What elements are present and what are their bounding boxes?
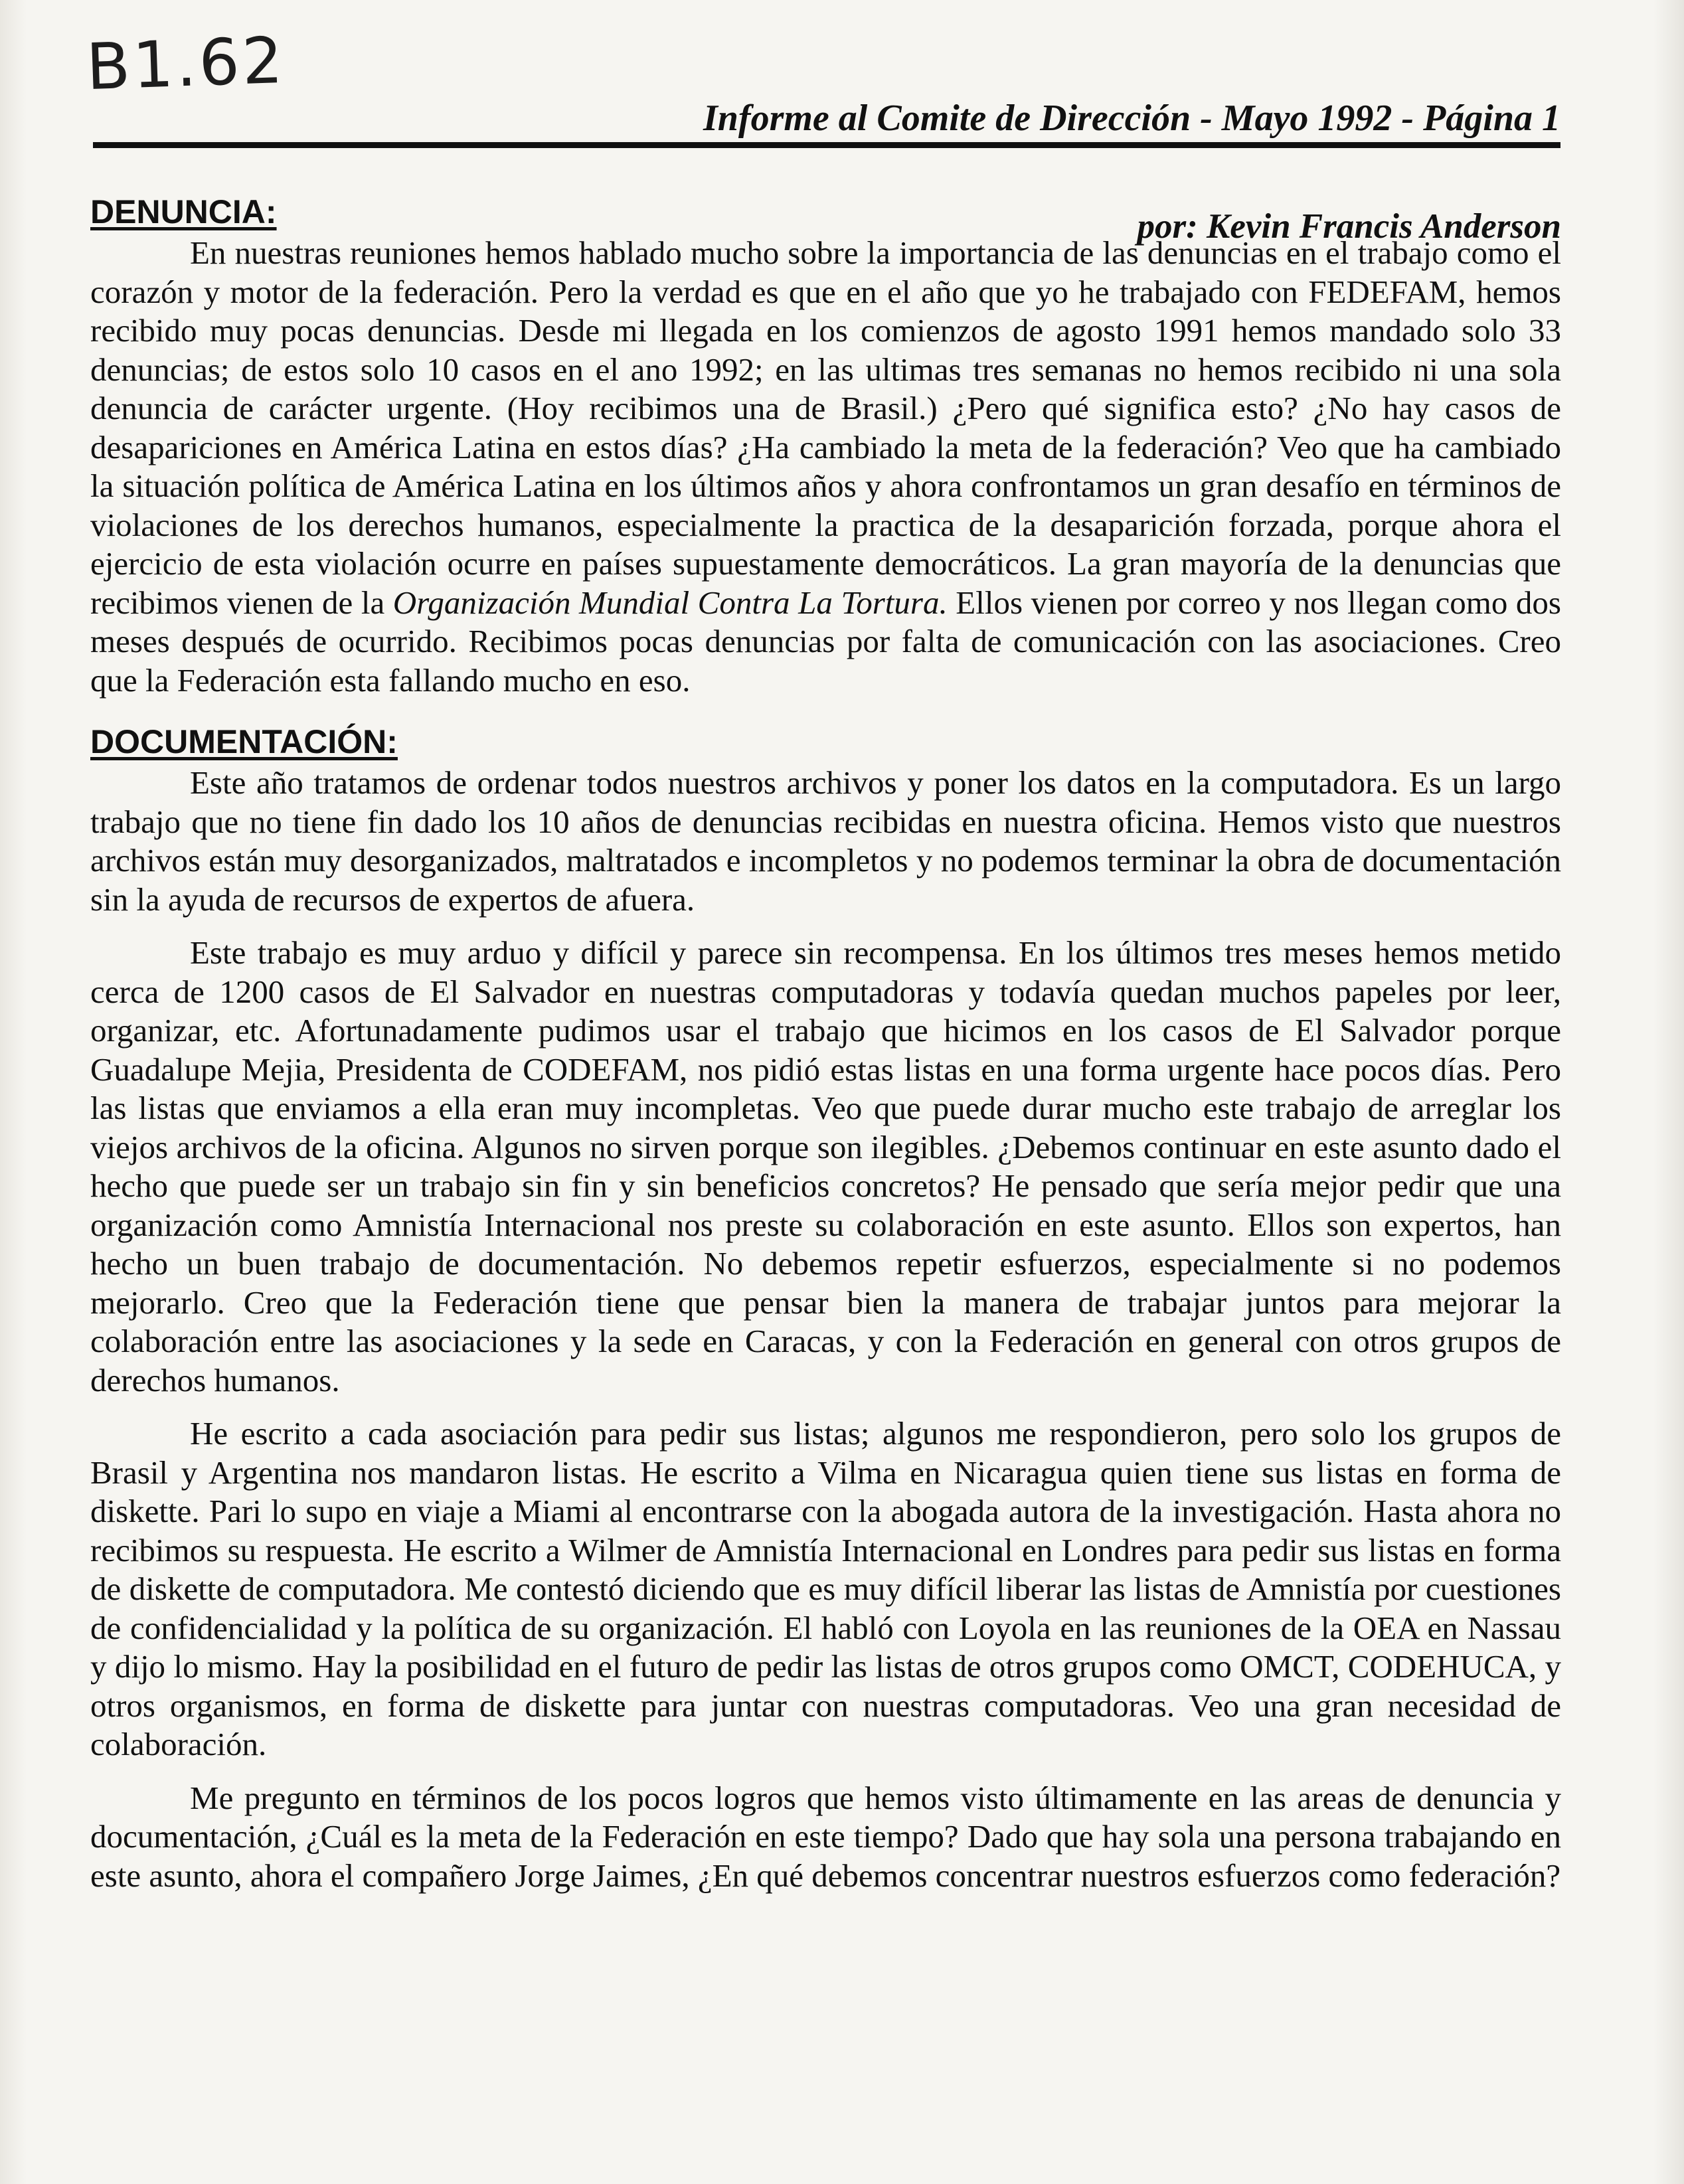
denuncia-text-part1: En nuestras reuniones hemos hablado mucho sobre la importancia de las denuncias en el trabajo como el corazón y motor de la federación. Pero la verdad es que en el año que yo he trabajado con FEDEFAM, hemos recibido muy pocas denuncias. Desde mi llegada en los comienzos de agosto 1991 hemos mandado solo 33 denuncias; de estos solo 10 casos en el ano 1992; en las ultimas tres semanas no hemos recibido ni una sola denuncia de carácter urgente. (Hoy recibimos una de Brasil.) ¿Pero qué significa esto? ¿No hay casos de desapariciones en América Latina en estos días? ¿Ha cambiado la meta de la federación? Veo que ha cambiado la situación política de América Latina en los últimos años y ahora confrontamos un gran desafío en términos de violaciones de los derechos humanos, especialmente la practica de la desaparición forzada, porque ahora el ejercicio de esta violación ocurre en países supuestamente democráticos. La gran mayoría de la denuncias que recibimos vienen de la: [90, 234, 1561, 621]
documentacion-paragraph-3: He escrito a cada asociación para pedir sus listas; algunos me respondieron, pero solo los grupos de Brasil y Argentina nos mandaron listas. He escrito a Vilma en Nicaragua quien tiene sus listas en forma de diskette. Pari lo supo en viaje a Miami al encontrarse con la abogada autora de la investigación. Hasta ahora no recibimos su respuesta. He escrito a Wilmer de Amnistía Internacional en Londres para pedir sus listas en forma de diskette de computadora. Me contestó diciendo que es muy difícil liberar las listas de Amnistía por cuestiones de confidencialidad y la política de su organización. El habló con Loyola en las reuniones de la OEA en Nassau y dijo lo mismo. Hay la posibilidad en el futuro de pedir las listas de otros grupos como OMCT, CODEHUCA, y otros organismos, en forma de diskette para juntar con nuestras computadoras. Veo una gran necesidad de colaboración.: [90, 1415, 1561, 1762]
documentacion-paragraph-4: Me pregunto en términos de los pocos logros que hemos visto últimamente en las areas de denuncia y documentación, ¿Cuál es la meta de la Federación en este tiempo? Dado que hay sola una persona trabajando en este asunto, ahora el compañero Jorge Jaimes, ¿En qué debemos concentrar nuestros esfuerzos como federación?: [90, 1779, 1561, 1894]
section-heading-denuncia: DENUNCIA:: [90, 193, 277, 230]
header-title: Informe al Comite de Dirección - Mayo 1992 - Página 1: [703, 98, 1560, 139]
documentacion-paragraph-1: Este año tratamos de ordenar todos nuestros archivos y poner los datos en la computadora. Es un largo trabajo que no tiene fin dado los 10 años de denuncias recibidas en nuestra oficina. Hemos visto que nuestros archivos están muy desorganizados, maltratados e incompletos y no podemos terminar la obra de documentación sin la ayuda de recursos de expertos de afuera.: [90, 764, 1561, 918]
documentacion-paragraph-2: Este trabajo es muy arduo y difícil y parece sin recompensa. En los últimos tres meses hemos metido cerca de 1200 casos de El Salvador en nuestras computadoras y todavía quedan muchos papeles por leer, organizar, etc. Afortunadamente pudimos usar el trabajo que hicimos en los casos de El Salvador porque Guadalupe Mejia, Presidenta de CODEFAM, nos pidió estas listas en una forma urgente hace pocos días. Pero las listas que enviamos a ella eran muy incompletas. Veo que puede durar mucho este trabajo de arreglar los viejos archivos de la oficina. Algunos no sirven porque son ilegibles. ¿Debemos continuar en este asunto dado el hecho que puede ser un trabajo sin fin y sin beneficios concretos? He pensado que sería mejor pedir que una organización como Amnistía Internacional nos preste su colaboración en este asunto. Ellos son expertos, han hecho un buen trabajo de documentación. No debemos repetir esfuerzos, especialmente si no podemos mejorarlo. Creo que la Federación tiene que pensar bien la manera de trabajar juntos para mejorar la colaboración entre las asociaciones y la sede en Caracas, y con la Federación en general con otros grupos de derechos humanos.: [90, 934, 1561, 1398]
denuncia-paragraph: [90, 234, 1561, 700]
page-header: [93, 94, 1560, 148]
author-byline: por: Kevin Francis Anderson: [1137, 207, 1561, 246]
denuncia-organization-name: Organización Mundial Contra La Tortura.: [392, 584, 948, 621]
section-heading-documentacion: DOCUMENTACIÓN:: [90, 723, 398, 760]
documentacion-heading-row: [90, 722, 1561, 764]
denuncia-heading-row: [90, 193, 1561, 246]
handwritten-archive-mark: B1.62: [85, 23, 287, 105]
denuncia-text-part2: Ellos vienen por correo y nos llegan como dos meses después de ocurrido. Recibimos pocas denuncias por falta de comunicación con las asociaciones. Creo que la Federación esta fallando mucho en eso.: [90, 584, 1561, 699]
document-body: [90, 193, 1561, 1895]
